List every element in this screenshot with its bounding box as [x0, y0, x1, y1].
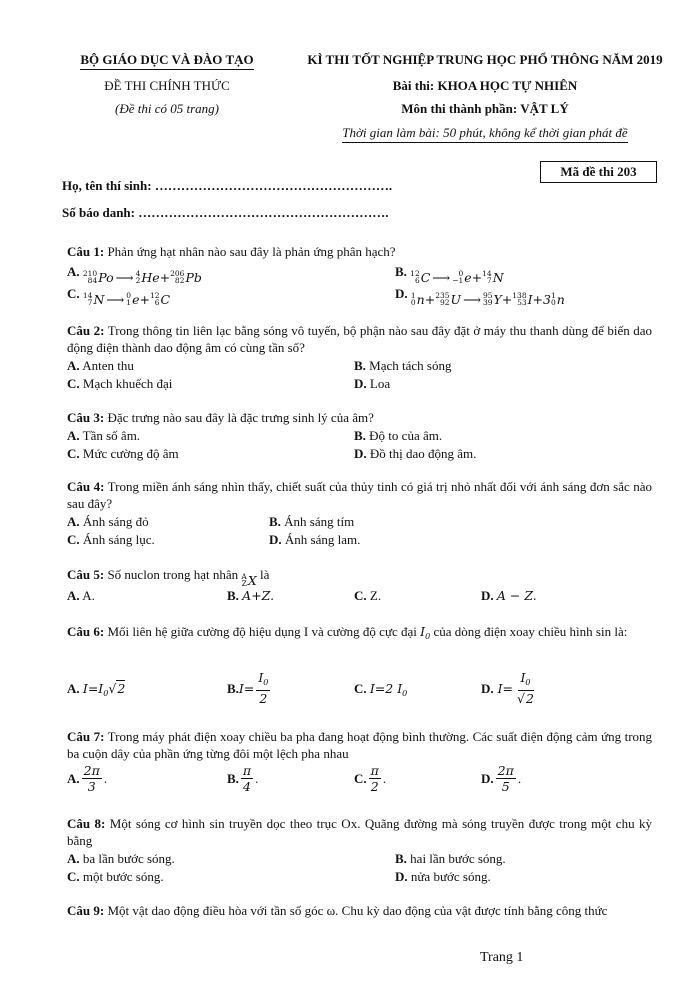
question-7: Câu 7: Trong máy phát điện xoay chiều ba pha đang hoạt động bình thường. Các suất điện động cảm ứng trong ba cuộn dây của phần ứng từng đôi một lệch pha nhau: [67, 729, 653, 761]
q7-option-b: B. $\frac{\pi}{4}$ .: [227, 763, 259, 794]
q2-option-d: D. Loa: [354, 376, 391, 391]
q1-option-a: A. 210 84 Po ⟶ 4 2 He+ 206 82 Pb: [67, 264, 202, 285]
q2-option-b: B. Mạch tách sóng: [354, 358, 452, 373]
exam-title: KÌ THI TỐT NGHIỆP TRUNG HỌC PHỔ THÔNG NĂM 2019: [307, 52, 663, 67]
page-count: (Đề thi có 05 trang): [115, 101, 219, 116]
official-exam-label: ĐỀ THI CHÍNH THỨC: [104, 78, 230, 93]
student-name-field: Họ, tên thí sinh: ……………………………………………….: [62, 178, 393, 193]
q8-option-c: C. một bước sóng.: [67, 869, 164, 884]
q8-option-a: A. ba lần bước sóng.: [67, 851, 175, 866]
q3-option-b: B. Độ to của âm.: [354, 428, 443, 443]
ministry-name: BỘ GIÁO DỤC VÀ ĐÀO TẠO: [62, 52, 272, 70]
q7-option-d: D. $\frac{2\pi}{5}$ .: [481, 763, 522, 794]
q3-option-a: A. Tần số âm.: [67, 428, 141, 443]
q5-option-a: A. A.: [67, 588, 95, 603]
q6-option-d: D. I= $\frac{I_0}{√2}$: [481, 670, 534, 706]
q1-option-d: D. 1 0 n+ 235 92 U ⟶ 95 39 Y+ 138 53 I+3 1 0 n: [395, 286, 565, 307]
q5-option-d: D. A − Z.: [481, 588, 537, 603]
q2-option-a: A. Anten thu: [67, 358, 134, 373]
q7-option-c: C. $\frac{\pi}{2}$ .: [354, 763, 387, 794]
question-4: Câu 4: Trong miền ánh sáng nhìn thấy, chiết suất của thủy tinh có giá trị nhỏ nhất đối với ánh sáng đơn sắc nào sau đây?: [67, 479, 652, 511]
time-limit: Thời gian làm bài: 50 phút, không kể thời gian phát đề: [285, 125, 685, 143]
q4-option-a: A. Ánh sáng đỏ: [67, 514, 149, 529]
q6-option-b: B. I= $\frac{I_0}{2}$: [227, 670, 269, 706]
q3-option-c: C. Mức cường độ âm: [67, 446, 179, 461]
question-8: Câu 8: Một sóng cơ hình sin truyền dọc theo trục Ox. Quãng đường mà sóng truyền được trong một chu kỳ bằng: [67, 816, 652, 848]
q4-option-d: D. Ánh sáng lam.: [269, 532, 361, 547]
subject-line: Bài thi: KHOA HỌC TỰ NHIÊN: [392, 78, 578, 93]
question-3: Câu 3: Đặc trưng nào sau đây là đặc trưng sinh lý của âm?: [67, 410, 374, 425]
q6-option-a: A. $I=I_0√2$: [67, 681, 126, 698]
exam-code-box: Mã đề thi 203: [540, 161, 657, 183]
question-9: Câu 9: Một vật dao động điều hòa với tần số góc ω. Chu kỳ dao động của vật được tính bằng công thức: [67, 903, 608, 918]
q7-option-a: A. $\frac{2\pi}{3}$ .: [67, 763, 108, 794]
q3-option-d: D. Đồ thị dao động âm.: [354, 446, 477, 461]
question-5: Câu 5: Số nuclon trong hạt nhân A Z X là: [67, 567, 270, 588]
component-subject: Môn thi thành phần: VẬT LÝ: [401, 101, 569, 116]
page-number: Trang 1: [480, 950, 524, 965]
q1-option-b: B. 12 6 C ⟶ 0 −1 e+ 14 7 N: [395, 264, 504, 285]
q4-option-c: C. Ánh sáng lục.: [67, 532, 155, 547]
q2-option-c: C. Mạch khuếch đại: [67, 376, 173, 391]
q8-option-b: B. hai lần bước sóng.: [395, 851, 506, 866]
q6-option-c: C. I=2 $I_0$: [354, 681, 408, 698]
q5-option-b: B. A+Z.: [227, 588, 275, 603]
q1-option-c: C. 14 7 N ⟶ 0 1 e+ 12 6 C: [67, 286, 171, 307]
q8-option-d: D. nửa bước sóng.: [395, 869, 491, 884]
student-id-field: Số báo danh: ………………………………………………….: [62, 205, 389, 220]
q5-option-c: C. Z.: [354, 588, 382, 603]
question-6: Câu 6: Mối liên hệ giữa cường độ hiệu dụng I và cường độ cực đại $I_0$ của dòng điện xoay chiều hình sin là:: [67, 624, 628, 641]
question-1: Câu 1: Phản ứng hạt nhân nào sau đây là phản ứng phân hạch?: [67, 244, 396, 259]
question-2: Câu 2: Trong thông tin liên lạc bằng sóng vô tuyến, bộ phận nào sau đây đặt ở máy thu thanh dùng để biến dao động điện thành dao động âm có cùng tần số?: [67, 323, 653, 355]
q4-option-b: B. Ánh sáng tím: [269, 514, 355, 529]
